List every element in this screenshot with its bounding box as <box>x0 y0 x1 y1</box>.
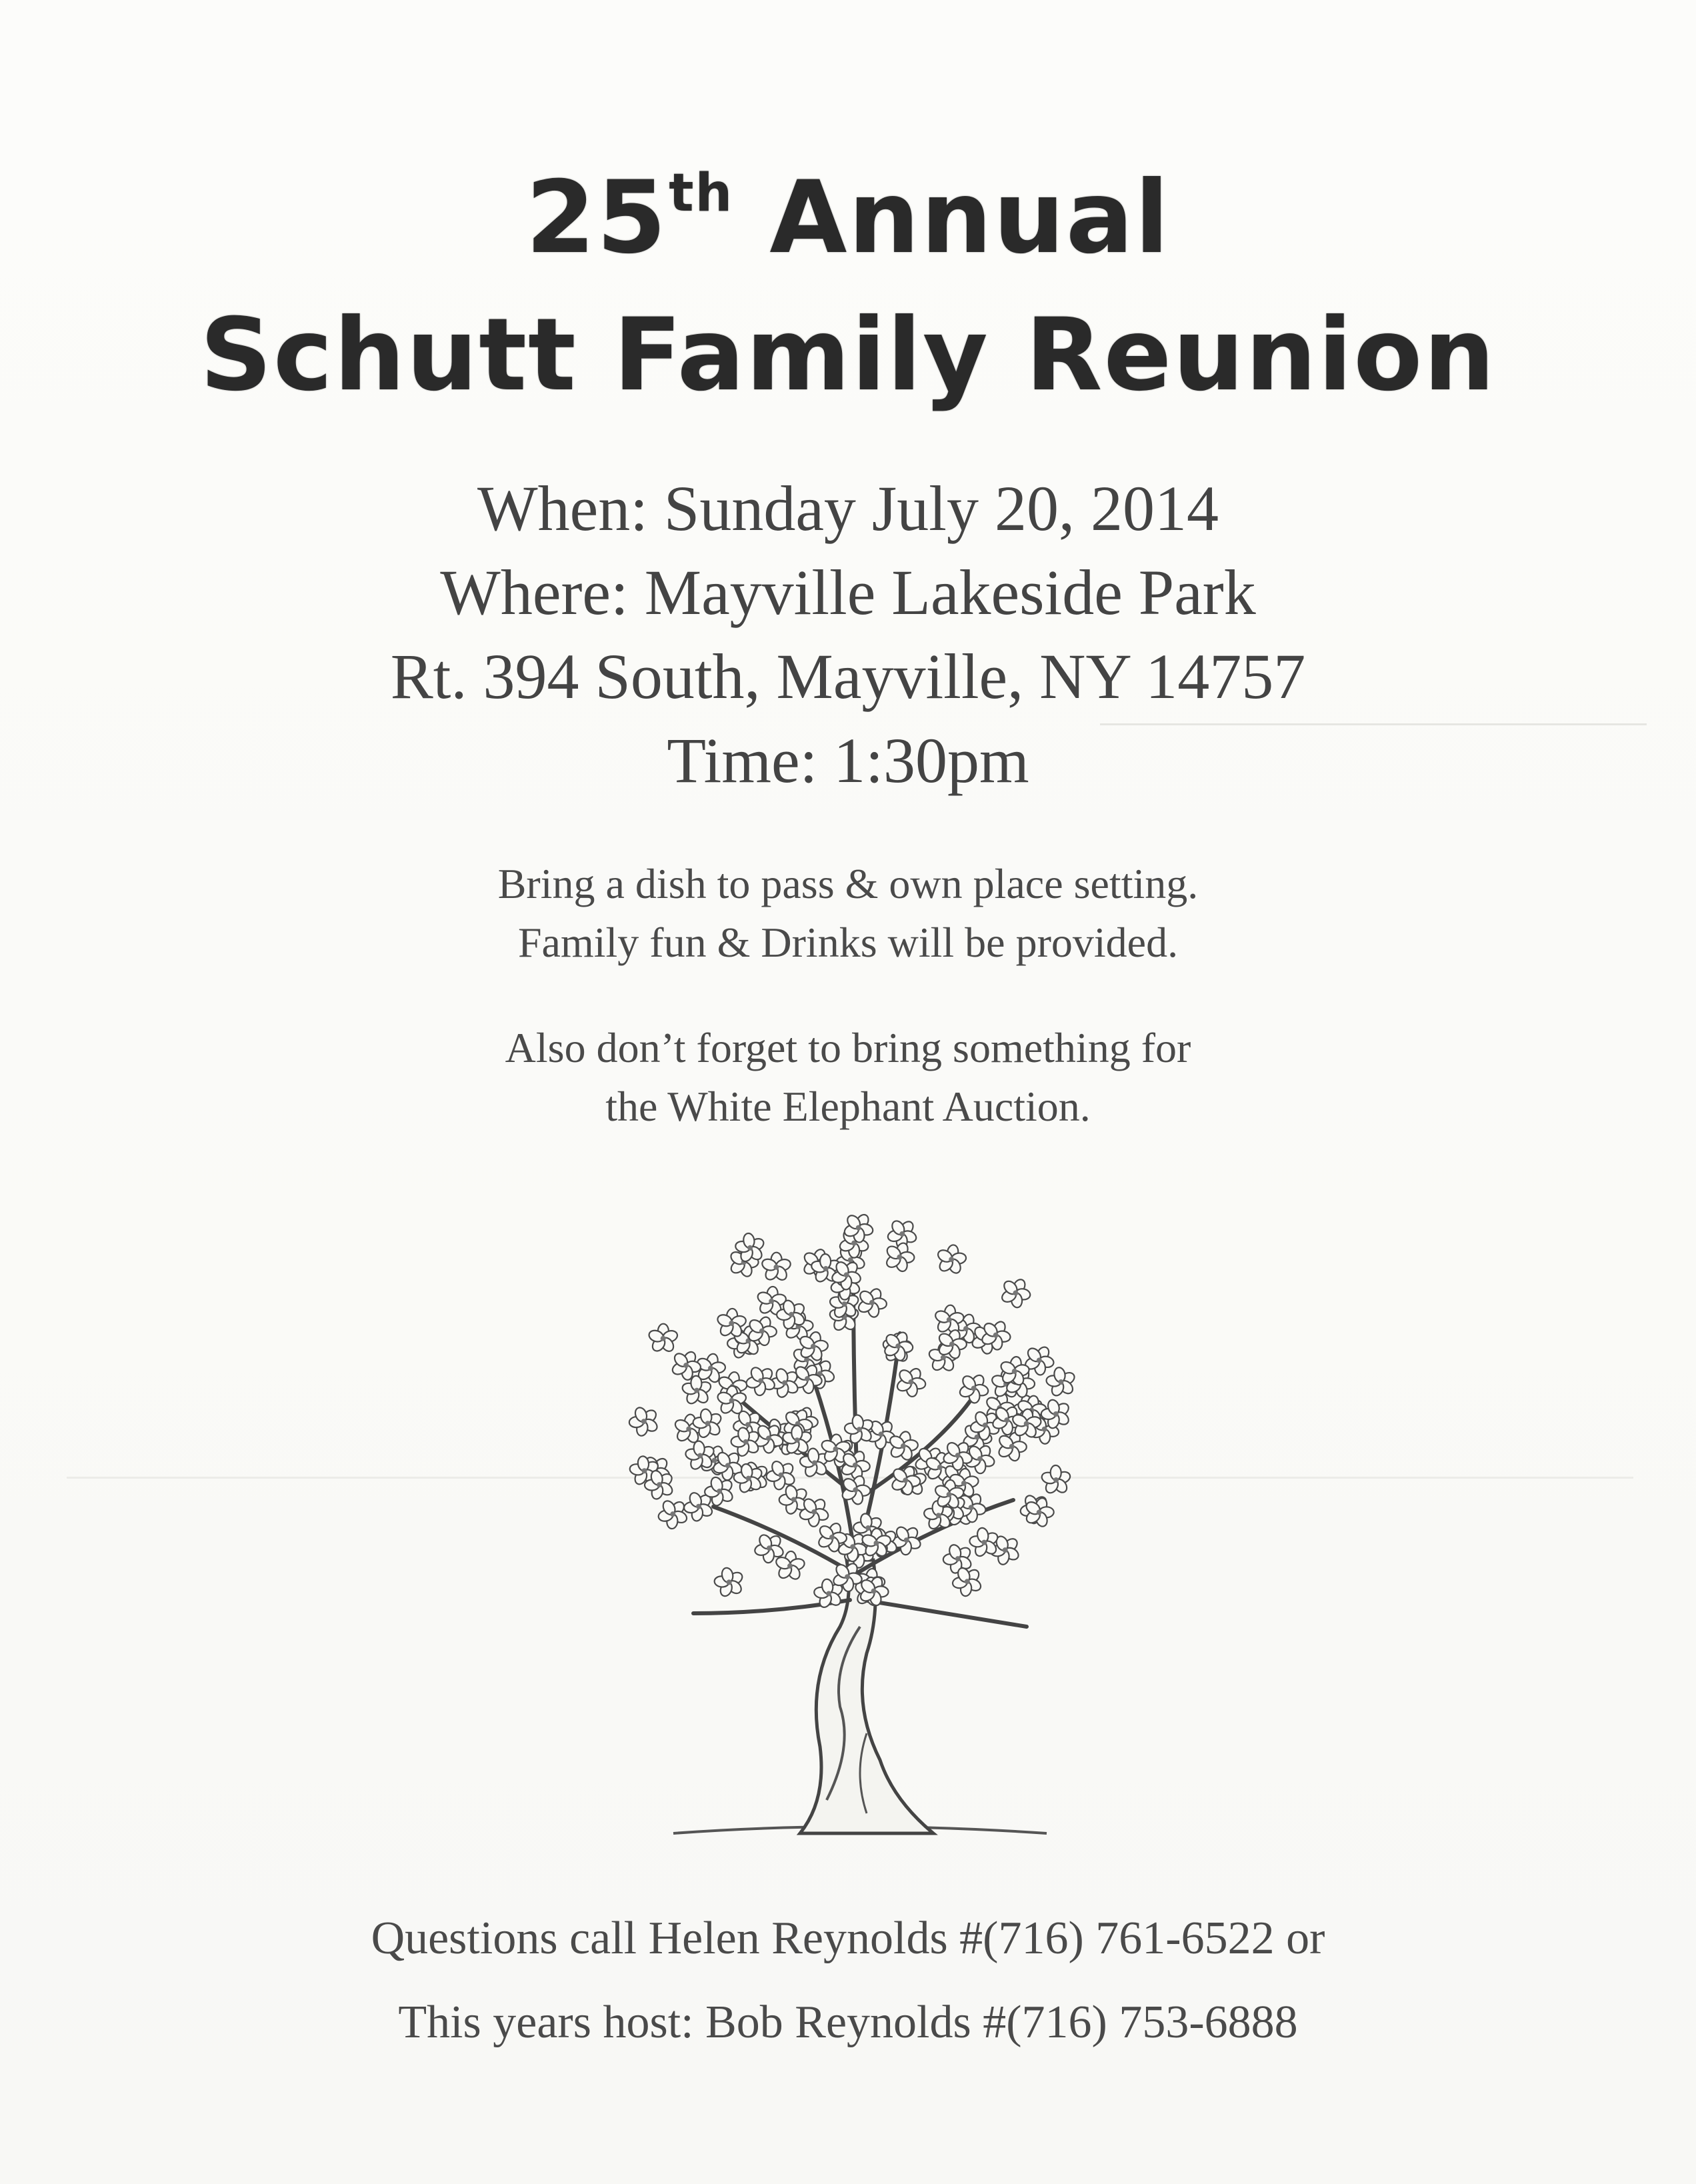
address-text: Rt. 394 South, Mayville, NY 14757 <box>390 641 1306 712</box>
tree-blossoms <box>622 1207 1081 1615</box>
blossom-tree-icon <box>587 1200 1120 1853</box>
title-number: 25 <box>525 160 668 276</box>
title-suffix: th <box>669 163 734 223</box>
note-auction-2: the White Elephant Auction. <box>605 1083 1091 1130</box>
contact-host: This years host: Bob Reynolds #(716) 753-6888 <box>398 1997 1298 2048</box>
note-fun: Family fun & Drinks will be provided. <box>517 919 1179 966</box>
when-text: When: Sunday July 20, 2014 <box>477 473 1219 544</box>
where-text: Where: Mayville Lakeside Park <box>440 557 1256 628</box>
title-word: Annual <box>769 160 1171 276</box>
title-line-1 <box>0 137 1696 275</box>
title-line-2: Schutt Family Reunion <box>199 297 1497 413</box>
note-dish: Bring a dish to pass & own place setting. <box>497 860 1199 907</box>
note-auction-1: Also don’t forget to bring something for <box>505 1024 1191 1071</box>
contact-helen: Questions call Helen Reynolds #(716) 761-6522 or <box>371 1913 1325 1964</box>
time-text: Time: 1:30pm <box>667 725 1029 796</box>
